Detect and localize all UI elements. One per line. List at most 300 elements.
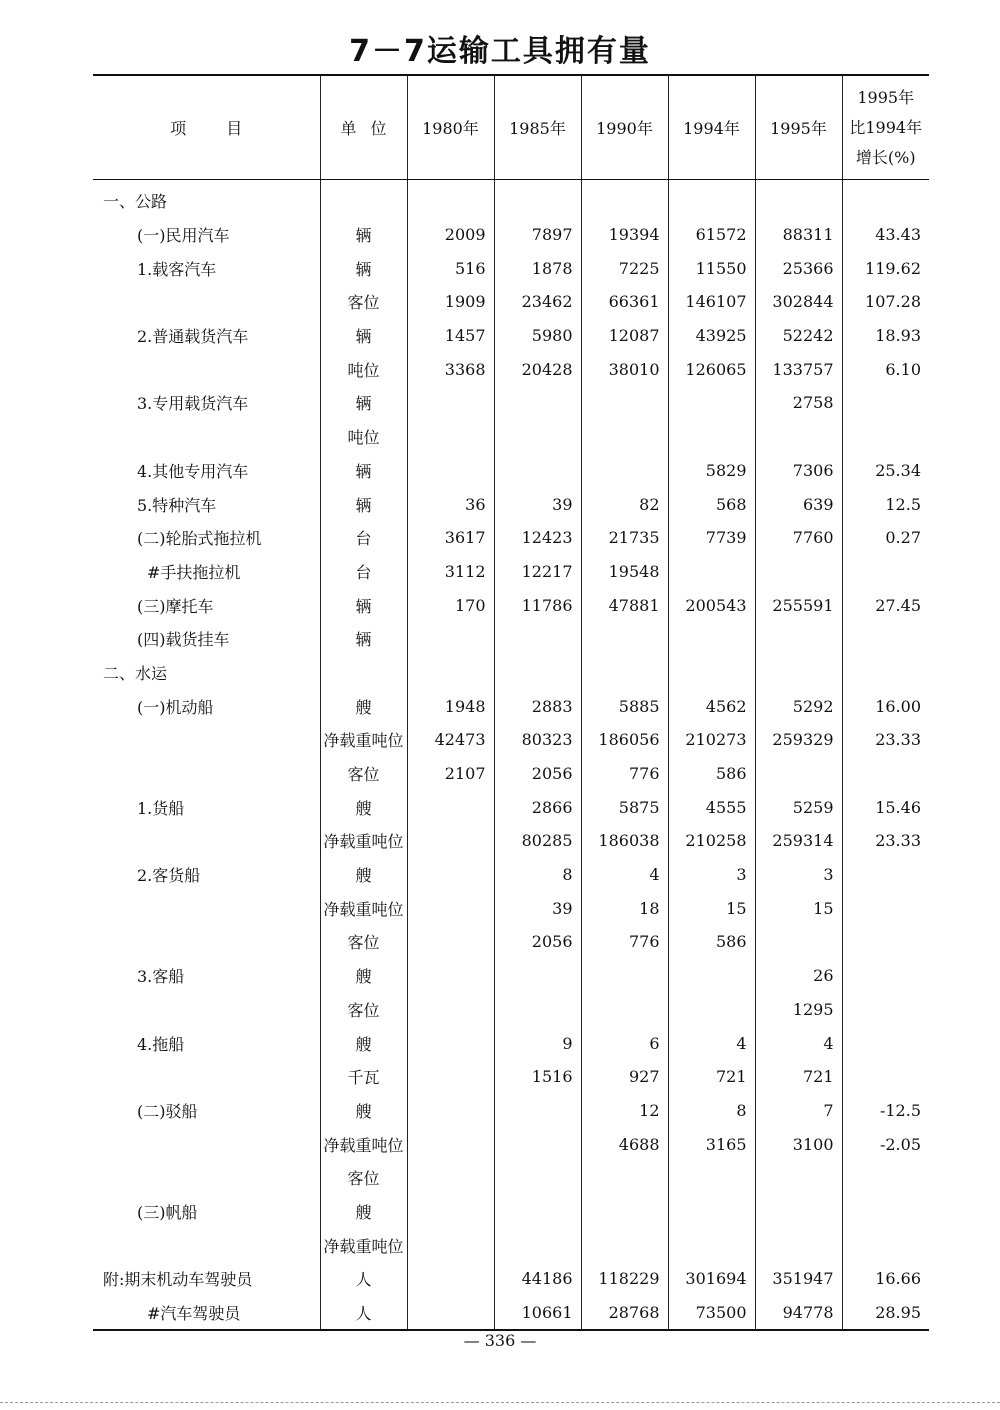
value-growth [842, 1161, 929, 1195]
value-1995: 2758 [755, 386, 842, 420]
value-1995: 7306 [755, 454, 842, 488]
value-1985 [494, 1127, 581, 1161]
table-row [93, 656, 929, 690]
value-growth: 12.5 [842, 487, 929, 521]
value-1985: 1516 [494, 1060, 581, 1094]
value-1980: 36 [407, 487, 494, 521]
value-1980: 1948 [407, 689, 494, 723]
value-1995: 52242 [755, 319, 842, 353]
value-1985: 7897 [494, 218, 581, 252]
value-1994: 721 [668, 1060, 755, 1094]
value-1995: 639 [755, 487, 842, 521]
header-1995: 1995年 [755, 75, 842, 180]
table-row [93, 891, 929, 925]
row-item-label: (三)摩托车 [137, 596, 214, 616]
table-row [93, 487, 929, 521]
header-item: 项目 [93, 75, 320, 180]
value-growth: 18.93 [842, 319, 929, 353]
value-1990: 186056 [581, 723, 668, 757]
value-1995: 7 [755, 1094, 842, 1128]
value-growth [842, 757, 929, 791]
value-growth: -12.5 [842, 1094, 929, 1128]
row-unit: 人 [320, 1262, 407, 1296]
value-1994 [668, 555, 755, 589]
value-1990: 5885 [581, 689, 668, 723]
table-row [93, 1127, 929, 1161]
value-1995 [755, 555, 842, 589]
value-growth: 25.34 [842, 454, 929, 488]
value-1995: 7760 [755, 521, 842, 555]
value-1980 [407, 180, 494, 218]
row-unit: 千瓦 [320, 1060, 407, 1094]
value-1980: 3617 [407, 521, 494, 555]
row-unit: 辆 [320, 588, 407, 622]
value-1985: 2056 [494, 757, 581, 791]
value-1985: 12217 [494, 555, 581, 589]
row-unit: 吨位 [320, 352, 407, 386]
table-row [93, 959, 929, 993]
value-1980 [407, 1026, 494, 1060]
value-1980 [407, 1094, 494, 1128]
value-1985 [494, 180, 581, 218]
value-1990: 19548 [581, 555, 668, 589]
row-item-label [93, 925, 320, 959]
value-growth: 28.95 [842, 1296, 929, 1331]
value-1994: 7739 [668, 521, 755, 555]
table-row [93, 454, 929, 488]
value-1995: 5292 [755, 689, 842, 723]
value-growth: 27.45 [842, 588, 929, 622]
row-unit: 净载重吨位 [320, 723, 407, 757]
value-growth: 6.10 [842, 352, 929, 386]
row-item-label: 一、公路 [103, 192, 168, 212]
value-1985: 39 [494, 487, 581, 521]
header-unit: 单位 [320, 75, 407, 180]
table-row [93, 723, 929, 757]
value-1980 [407, 1296, 494, 1331]
value-1990: 776 [581, 757, 668, 791]
value-1980 [407, 925, 494, 959]
row-unit: 艘 [320, 1195, 407, 1229]
value-1985 [494, 959, 581, 993]
value-1985: 12423 [494, 521, 581, 555]
value-growth [842, 1195, 929, 1229]
table-row [93, 1262, 929, 1296]
value-1994: 4555 [668, 790, 755, 824]
table-body [93, 180, 929, 1331]
value-1980 [407, 420, 494, 454]
value-growth [842, 891, 929, 925]
value-1985 [494, 1228, 581, 1262]
row-unit: 客位 [320, 285, 407, 319]
table-row [93, 251, 929, 285]
value-1980 [407, 454, 494, 488]
row-unit: 客位 [320, 1161, 407, 1195]
value-1985: 2866 [494, 790, 581, 824]
row-item-label: (二)驳船 [137, 1101, 198, 1121]
value-1994: 586 [668, 925, 755, 959]
transport-tools-table [93, 74, 929, 1331]
value-1985: 44186 [494, 1262, 581, 1296]
value-1980: 170 [407, 588, 494, 622]
row-unit: 辆 [320, 251, 407, 285]
value-1985: 1878 [494, 251, 581, 285]
value-1985: 9 [494, 1026, 581, 1060]
value-1990 [581, 1161, 668, 1195]
row-item-label: 3.客船 [137, 967, 185, 987]
row-unit: 台 [320, 555, 407, 589]
value-1980 [407, 858, 494, 892]
value-1994: 43925 [668, 319, 755, 353]
value-1985: 2056 [494, 925, 581, 959]
value-1994: 568 [668, 487, 755, 521]
value-1994: 4562 [668, 689, 755, 723]
value-1985 [494, 656, 581, 690]
table-row [93, 858, 929, 892]
value-1990 [581, 959, 668, 993]
value-1994: 146107 [668, 285, 755, 319]
header-growth-line2: 比1994年 [849, 117, 923, 137]
row-unit: 艘 [320, 959, 407, 993]
row-unit: 艘 [320, 1094, 407, 1128]
row-unit: 辆 [320, 386, 407, 420]
value-1994: 61572 [668, 218, 755, 252]
header-1990: 1990年 [581, 75, 668, 180]
value-1990: 118229 [581, 1262, 668, 1296]
row-unit: 净载重吨位 [320, 891, 407, 925]
value-1995: 3100 [755, 1127, 842, 1161]
table-row [93, 757, 929, 791]
row-unit: 净载重吨位 [320, 824, 407, 858]
value-1994 [668, 1161, 755, 1195]
value-1994: 73500 [668, 1296, 755, 1331]
value-1994 [668, 993, 755, 1027]
value-1980 [407, 1127, 494, 1161]
table-row [93, 521, 929, 555]
value-growth [842, 925, 929, 959]
value-1990: 776 [581, 925, 668, 959]
header-1985: 1985年 [494, 75, 581, 180]
value-1994 [668, 1228, 755, 1262]
value-1995 [755, 180, 842, 218]
row-unit: 吨位 [320, 420, 407, 454]
value-1980: 1909 [407, 285, 494, 319]
row-item-label: (一)民用汽车 [137, 226, 230, 246]
row-item-label [93, 824, 320, 858]
value-1995 [755, 1228, 842, 1262]
row-item-label: 2.客货船 [137, 866, 201, 886]
table-row [93, 218, 929, 252]
value-1990: 82 [581, 487, 668, 521]
value-1980 [407, 1228, 494, 1262]
value-1980: 2009 [407, 218, 494, 252]
value-1985: 80323 [494, 723, 581, 757]
row-item-label: (三)帆船 [137, 1202, 198, 1222]
value-1980 [407, 1195, 494, 1229]
value-growth [842, 386, 929, 420]
row-item-label: 2.普通载货汽车 [137, 327, 249, 347]
value-1980: 516 [407, 251, 494, 285]
value-1995: 88311 [755, 218, 842, 252]
value-1980 [407, 891, 494, 925]
value-growth [842, 858, 929, 892]
value-1990 [581, 180, 668, 218]
value-1994: 4 [668, 1026, 755, 1060]
value-1985 [494, 1161, 581, 1195]
value-1990: 186038 [581, 824, 668, 858]
value-1990 [581, 454, 668, 488]
row-item-label [93, 420, 320, 454]
value-growth: 16.00 [842, 689, 929, 723]
value-1994: 3165 [668, 1127, 755, 1161]
value-1990: 927 [581, 1060, 668, 1094]
value-1995 [755, 622, 842, 656]
header-1980: 1980年 [407, 75, 494, 180]
value-1994: 200543 [668, 588, 755, 622]
row-item-label [93, 1161, 320, 1195]
value-1980 [407, 1262, 494, 1296]
table-row [93, 420, 929, 454]
value-1980 [407, 1060, 494, 1094]
value-1990 [581, 656, 668, 690]
value-growth [842, 420, 929, 454]
value-1995: 1295 [755, 993, 842, 1027]
value-1995: 133757 [755, 352, 842, 386]
value-1990: 21735 [581, 521, 668, 555]
row-unit: 辆 [320, 622, 407, 656]
value-1995: 15 [755, 891, 842, 925]
value-growth [842, 1228, 929, 1262]
value-1990 [581, 420, 668, 454]
value-1985 [494, 622, 581, 656]
value-1990 [581, 993, 668, 1027]
row-item-label: 1.货船 [137, 798, 185, 818]
row-unit: 净载重吨位 [320, 1127, 407, 1161]
value-1980: 3368 [407, 352, 494, 386]
value-growth [842, 656, 929, 690]
value-growth: 23.33 [842, 723, 929, 757]
value-growth: 23.33 [842, 824, 929, 858]
row-item-label: 附:期末机动车驾驶员 [103, 1270, 253, 1290]
table-row [93, 925, 929, 959]
row-item-label [93, 352, 320, 386]
row-item-label: 3.专用载货汽车 [137, 394, 249, 414]
value-1990: 6 [581, 1026, 668, 1060]
row-unit: 客位 [320, 757, 407, 791]
value-1994: 210258 [668, 824, 755, 858]
row-item-label [93, 1228, 320, 1262]
value-1994 [668, 959, 755, 993]
header-growth-line1: 1995年 [857, 87, 915, 107]
value-1994: 15 [668, 891, 755, 925]
value-1990: 12 [581, 1094, 668, 1128]
header-growth-line3: 增长(%) [855, 147, 916, 167]
value-1980: 2107 [407, 757, 494, 791]
table-row [93, 285, 929, 319]
scan-edge-divider [0, 1402, 1000, 1403]
value-1980: 1457 [407, 319, 494, 353]
row-unit: 辆 [320, 218, 407, 252]
value-1980 [407, 790, 494, 824]
page-number: — 336 — [463, 1331, 537, 1350]
value-1995 [755, 1195, 842, 1229]
table-row [93, 1161, 929, 1195]
value-1994: 11550 [668, 251, 755, 285]
header-growth [842, 75, 929, 180]
value-1990: 18 [581, 891, 668, 925]
value-1994: 301694 [668, 1262, 755, 1296]
value-growth: 0.27 [842, 521, 929, 555]
value-1995: 94778 [755, 1296, 842, 1331]
value-growth: 15.46 [842, 790, 929, 824]
value-1995: 351947 [755, 1262, 842, 1296]
row-item-label [93, 285, 320, 319]
table-row [93, 1195, 929, 1229]
table-row [93, 622, 929, 656]
value-1995: 26 [755, 959, 842, 993]
value-1995: 259329 [755, 723, 842, 757]
row-unit: 客位 [320, 925, 407, 959]
row-unit: 艘 [320, 858, 407, 892]
value-1994: 5829 [668, 454, 755, 488]
table-header-row [93, 75, 929, 180]
row-item-label: (一)机动船 [137, 697, 214, 717]
value-1994 [668, 180, 755, 218]
value-1985: 2883 [494, 689, 581, 723]
row-item-label: #手扶拖拉机 [147, 562, 241, 582]
value-1990: 4688 [581, 1127, 668, 1161]
row-unit: 辆 [320, 319, 407, 353]
value-1990 [581, 386, 668, 420]
value-1995: 4 [755, 1026, 842, 1060]
value-1994: 126065 [668, 352, 755, 386]
row-item-label: 4.拖船 [137, 1034, 185, 1054]
value-1985 [494, 1195, 581, 1229]
value-growth [842, 555, 929, 589]
value-growth: -2.05 [842, 1127, 929, 1161]
value-1995 [755, 656, 842, 690]
value-1980 [407, 1161, 494, 1195]
row-item-label [93, 891, 320, 925]
value-1980 [407, 622, 494, 656]
value-1985 [494, 1094, 581, 1128]
value-1995: 259314 [755, 824, 842, 858]
value-1985 [494, 420, 581, 454]
value-1990 [581, 1195, 668, 1229]
value-1990: 5875 [581, 790, 668, 824]
value-1990 [581, 622, 668, 656]
value-1980 [407, 386, 494, 420]
value-1995: 302844 [755, 285, 842, 319]
row-item-label [93, 993, 320, 1027]
value-1985: 80285 [494, 824, 581, 858]
value-1985: 11786 [494, 588, 581, 622]
value-1994 [668, 386, 755, 420]
row-item-label [93, 757, 320, 791]
table-row [93, 993, 929, 1027]
row-item-label: 5.特种汽车 [137, 495, 217, 515]
value-1985: 5980 [494, 319, 581, 353]
value-1980 [407, 656, 494, 690]
value-growth [842, 959, 929, 993]
value-1980: 42473 [407, 723, 494, 757]
row-item-label [93, 1060, 320, 1094]
value-1980 [407, 824, 494, 858]
table-row [93, 1060, 929, 1094]
value-growth [842, 993, 929, 1027]
row-unit: 辆 [320, 454, 407, 488]
row-item-label: 1.载客汽车 [137, 259, 217, 279]
value-growth: 119.62 [842, 251, 929, 285]
table-row [93, 352, 929, 386]
value-1995 [755, 1161, 842, 1195]
value-1995: 255591 [755, 588, 842, 622]
value-1985: 39 [494, 891, 581, 925]
value-1985 [494, 454, 581, 488]
value-growth [842, 622, 929, 656]
table-row [93, 588, 929, 622]
value-1985: 8 [494, 858, 581, 892]
table-row [93, 689, 929, 723]
row-unit: 艘 [320, 790, 407, 824]
value-1995: 721 [755, 1060, 842, 1094]
table-row [93, 1094, 929, 1128]
value-1995: 5259 [755, 790, 842, 824]
value-1994: 8 [668, 1094, 755, 1128]
table-row [93, 319, 929, 353]
value-1990: 28768 [581, 1296, 668, 1331]
row-unit: 台 [320, 521, 407, 555]
table-row [93, 1296, 929, 1331]
value-1985 [494, 386, 581, 420]
table-row [93, 555, 929, 589]
value-1985: 23462 [494, 285, 581, 319]
value-1995 [755, 420, 842, 454]
value-1990: 19394 [581, 218, 668, 252]
header-1994: 1994年 [668, 75, 755, 180]
value-1990: 38010 [581, 352, 668, 386]
value-1985: 10661 [494, 1296, 581, 1331]
row-item-label: (四)载货挂车 [137, 630, 230, 650]
value-1985: 20428 [494, 352, 581, 386]
value-growth [842, 1060, 929, 1094]
row-unit: 辆 [320, 487, 407, 521]
value-1995: 25366 [755, 251, 842, 285]
table-row [93, 790, 929, 824]
value-1994 [668, 656, 755, 690]
value-growth: 107.28 [842, 285, 929, 319]
row-item-label: 4.其他专用汽车 [137, 461, 249, 481]
table-row [93, 386, 929, 420]
value-growth [842, 180, 929, 218]
row-item-label: 二、水运 [103, 663, 168, 683]
row-item-label: (二)轮胎式拖拉机 [137, 529, 262, 549]
value-1990: 4 [581, 858, 668, 892]
row-unit [320, 656, 407, 690]
row-unit: 客位 [320, 993, 407, 1027]
row-item-label [93, 1127, 320, 1161]
value-1980 [407, 993, 494, 1027]
row-unit: 艘 [320, 689, 407, 723]
value-1985 [494, 993, 581, 1027]
value-1994: 586 [668, 757, 755, 791]
value-1990: 7225 [581, 251, 668, 285]
value-1980: 3112 [407, 555, 494, 589]
value-1994 [668, 1195, 755, 1229]
value-1980 [407, 959, 494, 993]
row-unit [320, 180, 407, 218]
value-1994: 3 [668, 858, 755, 892]
